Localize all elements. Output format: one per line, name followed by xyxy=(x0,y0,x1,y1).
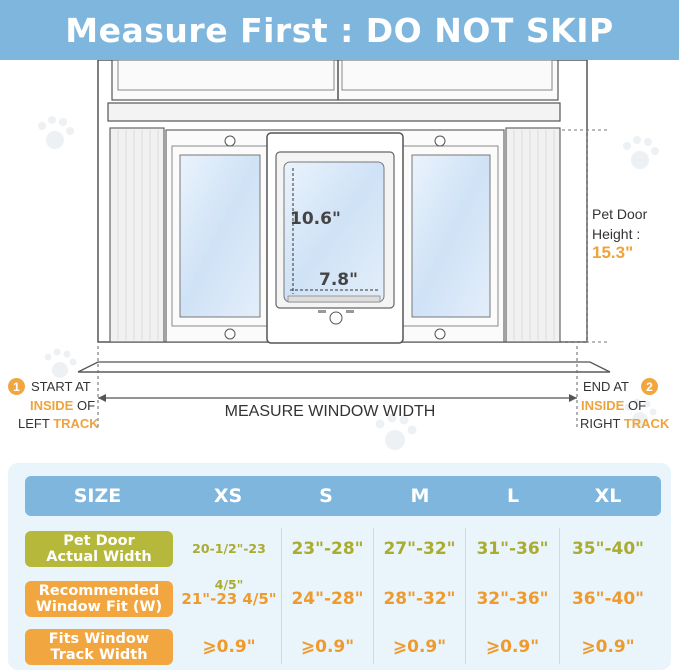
header-l: L xyxy=(506,485,520,507)
measure-window-width-label: MEASURE WINDOW WIDTH xyxy=(224,403,436,420)
window-fit-m: 28"-32" xyxy=(383,589,456,609)
track-width-l: ⩾0.9" xyxy=(485,637,540,657)
flap-height-label: 10.6" xyxy=(290,209,341,229)
actual-width-l: 31"-36" xyxy=(476,539,549,559)
track-width-xl: ⩾0.9" xyxy=(581,637,635,657)
title-banner xyxy=(0,0,679,60)
end-at-line2: INSIDE OF xyxy=(581,398,647,413)
step-1-badge: 1 xyxy=(8,378,25,395)
actual-width-s: 23"-28" xyxy=(291,539,364,559)
header-xl: XL xyxy=(594,485,622,507)
door-height-text: Pet Door Height : xyxy=(592,206,648,242)
actual-width-xs: 20-1/2"-23 4/5" xyxy=(192,541,266,592)
window-pet-door-illustration xyxy=(0,60,679,450)
step-2-badge: 2 xyxy=(641,378,658,395)
track-width-s: ⩾0.9" xyxy=(300,637,355,657)
actual-width-m: 27"-32" xyxy=(383,539,456,559)
window-fit-s: 24"-28" xyxy=(291,589,364,609)
header-s: S xyxy=(319,485,333,507)
flap-width-label: 7.8" xyxy=(319,270,358,290)
start-at-line3: LEFT TRACK xyxy=(18,416,99,431)
door-height-value: 15.3" xyxy=(592,243,634,262)
header-m: M xyxy=(410,485,430,507)
start-at-line2: INSIDE OF xyxy=(30,398,96,413)
header-size: SIZE xyxy=(73,485,122,507)
row-label-actual-width: Pet Door Actual Width xyxy=(25,531,173,567)
track-width-xs: ⩾0.9" xyxy=(202,637,256,657)
header-xs: XS xyxy=(213,485,243,507)
row-label-track-width: Fits Window Track Width xyxy=(25,629,173,665)
start-at-line1: START AT xyxy=(31,379,91,394)
banner-title: Measure First : DO NOT SKIP xyxy=(65,10,614,50)
end-at-line3: RIGHT TRACK xyxy=(580,416,670,431)
window-fit-xl: 36"-40" xyxy=(571,589,645,609)
actual-width-xl: 35"-40" xyxy=(571,539,645,559)
window-fit-l: 32"-36" xyxy=(476,589,549,609)
track-width-m: ⩾0.9" xyxy=(392,637,447,657)
window-fit-xs: 21"-23 4/5" xyxy=(181,590,277,608)
end-at-line1: END AT xyxy=(583,379,629,394)
row-label-window-fit: Recommended Window Fit (W) xyxy=(25,581,173,617)
